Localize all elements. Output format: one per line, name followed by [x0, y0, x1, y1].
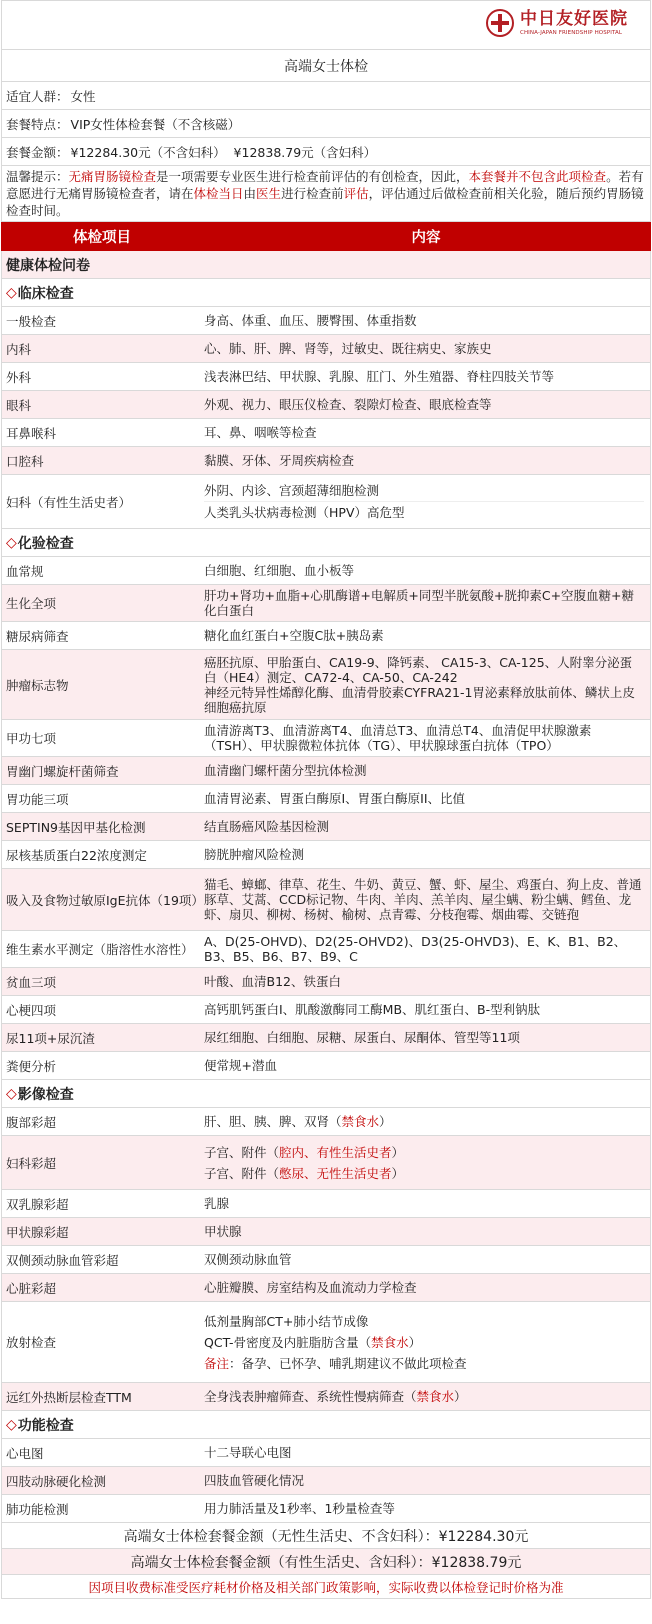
table-row: 双侧颈动脉血管彩超 双侧颈动脉血管 — [1, 1246, 651, 1274]
hospital-logo — [486, 9, 628, 37]
table-row: 肺功能检测 用力肺活量及1秒率、1秒量检查等 — [1, 1495, 651, 1523]
feature-row — [1, 110, 651, 138]
table-row: 生化全项 肝功+肾功+血脂+心肌酶谱+电解质+同型半胱氨酸+胱抑素C+空腹血糖+糖化白蛋白 — [1, 585, 651, 622]
suitable-value: 女性 — [70, 88, 96, 104]
table-row: 妇科（有性生活史者） 外阴、内诊、宫颈超薄细胞检测 人类乳头状病毒检测（HPV）高危型 — [1, 475, 651, 529]
table-row: 四肢动脉硬化检测 四肢血管硬化情况 — [1, 1467, 651, 1495]
diamond-icon: ◇ — [6, 1416, 17, 1433]
table-row: 一般检查 身高、体重、血压、腰臀围、体重指数 — [1, 307, 651, 335]
price-value: ¥12284.30元（不含妇科） ¥12838.79元（含妇科） — [70, 144, 377, 160]
section-clinical: ◇ 临床检查 — [1, 279, 651, 307]
table-row: SEPTIN9基因甲基化检测 结直肠癌风险基因检测 — [1, 813, 651, 841]
price-label: 套餐金额： — [6, 144, 69, 160]
notice: 温馨提示：无痛胃肠镜检查是一项需要专业医生进行检查前评估的有创检查，因此，本套餐并不包含此项检查。若有意愿进行无痛胃肠镜检查者，请在体检当日由医生进行检查前评估，评估通过后做检查前相关化验，随后预约胃肠镜检查时间。 — [1, 166, 651, 222]
feature-label: 套餐特点： — [6, 116, 69, 132]
page-title: 高端女士体检 — [1, 50, 651, 82]
clinical-table — [1, 307, 651, 529]
table-row: 甲功七项 血清游离T3、血清游离T4、血清总T3、血清总T4、血清促甲状腺激素（TSH）、甲状腺微粒体抗体（TG）、甲状腺球蛋白抗体（TPO） — [1, 720, 651, 757]
table-row: 胃幽门螺旋杆菌筛查 血清幽门螺杆菌分型抗体检测 — [1, 757, 651, 785]
table-row: 甲状腺彩超 甲状腺 — [1, 1218, 651, 1246]
section-imaging: ◇ 影像检查 — [1, 1080, 651, 1108]
total-with-gyn: 高端女士体检套餐金额（有性生活史、含妇科）：¥12838.79元 — [1, 1549, 651, 1575]
table-row: 吸入及食物过敏原IgE抗体（19项） 猫毛、蟑螂、律草、花生、牛奶、黄豆、蟹、虾、屋尘、鸡蛋白、狗上皮、普通豚草、艾蒿、CCD标记物、牛肉、羊肉、羔羊肉、屋尘螨、粉尘螨、鳕鱼、龙虾、扇贝、柳树、杨树、榆树、点青霉、分枝孢霉、烟曲霉、交链孢 — [1, 869, 651, 931]
section-lab: ◇ 化验检查 — [1, 529, 651, 557]
table-row: 口腔科 黏膜、牙体、牙周疾病检查 — [1, 447, 651, 475]
questionnaire-row: 健康体检问卷 — [1, 251, 651, 279]
table-row: 眼科 外观、视力、眼压仪检查、裂隙灯检查、眼底检查等 — [1, 391, 651, 419]
table-row: 心电图 十二导联心电图 — [1, 1439, 651, 1467]
table-row: 粪便分析 便常规+潜血 — [1, 1052, 651, 1080]
table-row: 远红外热断层检查TTM 全身浅表肿瘤筛查、系统性慢病筛查（禁食水） — [1, 1383, 651, 1411]
table-row: 妇科彩超 子宫、附件（腔内、有性生活史者） 子宫、附件（憋尿、无性生活史者） — [1, 1136, 651, 1190]
diamond-icon: ◇ — [6, 1085, 17, 1102]
imaging-table — [1, 1108, 651, 1411]
hospital-name-en: CHINA-JAPAN FRIENDSHIP HOSPITAL — [520, 30, 623, 36]
package-page — [1, 0, 651, 1599]
function-table — [1, 1439, 651, 1523]
price-row — [1, 138, 651, 166]
table-row: 贫血三项 叶酸、血清B12、铁蛋白 — [1, 968, 651, 996]
table-row: 尿11项+尿沉渣 尿红细胞、白细胞、尿糖、尿蛋白、尿酮体、管型等11项 — [1, 1024, 651, 1052]
table-row: 放射检查 低剂量胸部CT+肺小结节成像 QCT-骨密度及内脏脂肪含量（禁食水） 备注：备孕、已怀孕、哺乳期建议不做此项检查 — [1, 1302, 651, 1383]
table-row: 耳鼻喉科 耳、鼻、咽喉等检查 — [1, 419, 651, 447]
price-disclaimer: 因项目收费标准受医疗耗材价格及相关部门政策影响，实际收费以体检登记时价格为准 — [1, 1575, 651, 1599]
suitable-row — [1, 82, 651, 110]
total-without-gyn: 高端女士体检套餐金额（无性生活史、不含妇科）：¥12284.30元 — [1, 1523, 651, 1549]
table-row: 血常规 白细胞、红细胞、血小板等 — [1, 557, 651, 585]
hospital-cross-icon — [486, 9, 514, 37]
table-row: 尿核基质蛋白22浓度测定 膀胱肿瘤风险检测 — [1, 841, 651, 869]
table-row: 双乳腺彩超 乳腺 — [1, 1190, 651, 1218]
header-content: 内容 — [411, 229, 441, 246]
table-row: 腹部彩超 肝、胆、胰、脾、双肾（禁食水） — [1, 1108, 651, 1136]
logo-bar — [1, 0, 651, 50]
table-row: 糖尿病筛查 糖化血红蛋白+空腹C肽+胰岛素 — [1, 622, 651, 650]
hospital-name-cn: 中日友好医院 — [520, 9, 628, 29]
table-header — [1, 222, 651, 251]
table-row: 内科 心、肺、肝、脾、肾等，过敏史、既往病史、家族史 — [1, 335, 651, 363]
suitable-label: 适宜人群： — [6, 88, 69, 104]
diamond-icon: ◇ — [6, 284, 17, 301]
section-function: ◇ 功能检查 — [1, 1411, 651, 1439]
diamond-icon: ◇ — [6, 534, 17, 551]
table-row: 心梗四项 高钙肌钙蛋白I、肌酸激酶同工酶MB、肌红蛋白、B-型利钠肽 — [1, 996, 651, 1024]
lab-table — [1, 557, 651, 1080]
table-row: 外科 浅表淋巴结、甲状腺、乳腺、肛门、外生殖器、脊柱四肢关节等 — [1, 363, 651, 391]
feature-value: VIP女性体检套餐（不含核磁） — [70, 116, 241, 132]
table-row: 胃功能三项 血清胃泌素、胃蛋白酶原I、胃蛋白酶原II、比值 — [1, 785, 651, 813]
notice-label: 温馨提示： — [6, 169, 69, 184]
header-item: 体检项目 — [73, 229, 131, 246]
table-row: 肿瘤标志物 癌胚抗原、甲胎蛋白、CA19-9、降钙素、 CA15-3、CA-125、人附睾分泌蛋白（HE4）测定、CA72-4、CA-50、CA-242 神经元特异性烯醇化酶、血清骨胶素CYFRA21-1胃泌素释放肽前体、鳞状上皮细胞癌抗原 — [1, 650, 651, 720]
table-row: 心脏彩超 心脏瓣膜、房室结构及血流动力学检查 — [1, 1274, 651, 1302]
table-row: 维生素水平测定（脂溶性水溶性） A、D(25-OHVD)、D2(25-OHVD2)、D3(25-OHVD3)、E、K、B1、B2、B3、B5、B6、B7、B9、C — [1, 931, 651, 968]
